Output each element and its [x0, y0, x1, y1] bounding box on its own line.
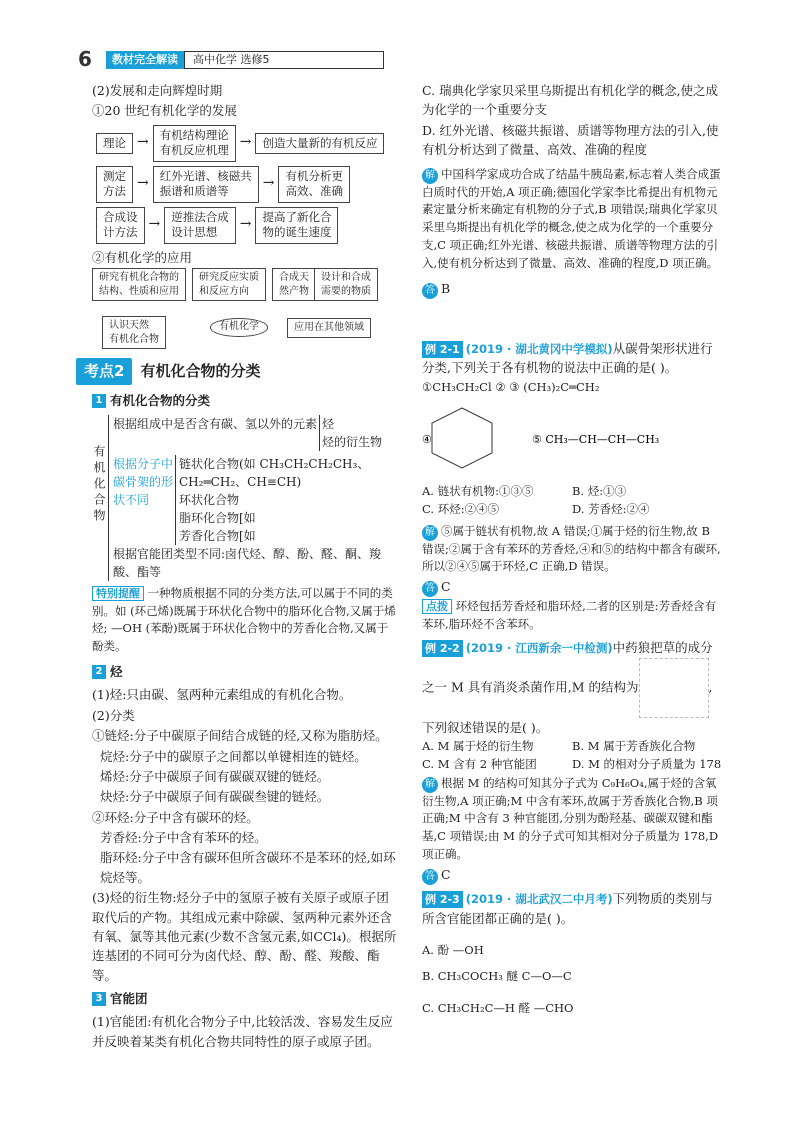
- text-line: 烷烃:分子中的碳原子之间都以单键相连的链烃。: [100, 748, 367, 764]
- subsection-title: 有机化合物的分类: [110, 393, 211, 409]
- option: C. CH₃CH₂C—H 醛 —CHO: [422, 1000, 574, 1015]
- option: A. 链状有机物:①③⑤: [422, 483, 534, 498]
- tree-root: 有机化合物: [92, 444, 106, 525]
- text-line: (3)烃的衍生物:烃分子中的氢原子被有关原子或原子团取代后的产物。其组成元素中除碳、氢两种元素外还含有氧、氯等其他元素(少数不含氢元素,如CCl₄)。根据所连基团的不同可分为卤代烃、醇、酚、醛、羧酸、酯等。: [92, 890, 397, 983]
- text-line: ②有机化学的应用: [92, 249, 193, 265]
- example-label: 例 2-3: [422, 891, 463, 908]
- text-line: (1)官能团:有机化合物分子中,比较活泼、容易发生反应并反映着某类有机化合物共同特性的原子或原子团。: [92, 1014, 393, 1049]
- solution-text: 根据 M 的结构可知其分子式为 C₉H₆O₄,属于烃的含氧衍生物,A 项正确;M 中含有苯环,故属于芳香族化合物,B 项正确;M 中含有 3 种官能团,分别为酚羟基、碳碳双键和酯基,C 项错误;由 M 的分子式可知其相对分子质量为 178,D 项正确。: [422, 775, 719, 862]
- option: B. M 属于芳香族化合物: [572, 739, 696, 753]
- flow-box: 理论: [96, 133, 133, 155]
- flow-box: 有机结构理论 有机反应机理: [153, 125, 236, 162]
- tree-node: 根据组成中是否含有碳、氢以外的元素: [113, 416, 318, 431]
- example-text: 下列物质的类别与所含官能团都正确的是( )。: [422, 890, 713, 926]
- options-row: [422, 483, 722, 501]
- answer-label: 答: [422, 283, 438, 299]
- subject-label: 高中化学 选修5: [184, 51, 384, 69]
- flow-box: 创造大量新的有机反应: [255, 133, 384, 155]
- tree-leaf: 芳香化合物[如: [179, 528, 256, 543]
- example-text: 从碳骨架形状进行分类,下列关于各有机物的说法中正确的是( )。: [422, 340, 713, 376]
- app-box: 合成天 然产物: [272, 268, 316, 301]
- application-diagram: [92, 268, 397, 348]
- section-title: 有机化合物的分类: [140, 362, 261, 381]
- example-items: ①CH₃CH₂Cl ② ③ (CH₃)₂C═CH₂: [422, 379, 600, 394]
- option: C. M 含有 2 种官能团: [422, 756, 537, 771]
- hint-text: 环烃包括芳香烃和脂环烃,二者的区别是:芳香烃含有苯环,脂环烃不含苯环。: [422, 599, 717, 631]
- tip-label: 特别提醒: [92, 586, 144, 601]
- app-box: 应用在其他领域: [287, 318, 371, 338]
- hint-label: 点拨: [422, 599, 452, 614]
- example-source: (2019 · 江西新余一中检测): [465, 640, 613, 655]
- answer-value: C: [441, 866, 451, 882]
- page-header: [78, 49, 384, 70]
- tree-leaf: 环状化合物: [179, 492, 240, 507]
- flow-box: 合成设 计方法: [96, 207, 145, 244]
- example-label: 例 2-1: [422, 341, 463, 358]
- text-line: (2)分类: [92, 707, 135, 723]
- brand-label: 教材完全解读: [106, 51, 184, 69]
- left-column: (2)发展和走向辉煌时期 ①20 世纪有机化学的发展 理论 → 有机结构理论 有机反应机理 → 创造大量新的有机反应 测定 方法 → 红外光谱、核磁共 振谱和质谱等 → 有机分析更 高效、准确 合成设 计方法 → 逆推法合成 设计思想 → 提高了新化合 物的诞生速度 ②有机化学的应用 研究有机化合物的 结构、性质和应用 研究反应实质 和反应方向 合成天 然产物 设计和合成 需要的物质 认识天然 有机化合物 有机化学 应用在其他领域 考点2 有机化合物的分类 1 有机化合物的分类 有机化合物 根据组成中是否含有碳、氢以外的元素 烃 烃的衍生物 根据分子中碳骨架的形状不同 链状化合物(如 CH₃CH₂CH₂CH₃、CH₂═CH₂、CH≡CH) 环状化合物 脂环化合物[如 芳香化合物[如 根据官能团类型不同:卤代烃、醇、酚、醛、酮、羧酸、酯等 特别提醒 一种物质根据不同的分类方法,可以属于不同的类别。如 (环己烯)既属于环状化合物中的脂环化合物,又属于烯烃; —OH (苯酚)既属于环状化合物中的芳香化合物,又属于酚类。 2 烃 (1)烃:只由碳、氢两种元素组成的有机化合物。 (2)分类 ①链烃:分子中碳原子间结合成链的烃,又称为脂肪烃。 烷烃:分子中的碳原子之间都以单键相连的链烃。 烯烃:分子中碳原子间有碳碳双键的链烃。 炔烃:分子中碳原子间有碳碳叁键的链烃。 ②环烃:分子中含有碳环的烃。 芳香烃:分子中含有苯环的烃。 脂环烃:分子中含有碳环但所含碳环不是苯环的烃,如环烷烃等。 (3)烃的衍生物:烃分子中的氢原子被有关原子或原子团取代后的产物。其组成元素中除碳、氢两种元素外还含有氧、氯等其他元素(少数不含氢元素,如CCl₄)。根据所连基团的不同可分为卤代烃、醇、酚、醛、羧酸、酯等。 3 官能团 (1)官能团:有机化合物分子中,比较活泼、容易发生反应并反映着某类有机化合物共同特性的原子或原子团。: [92, 80, 397, 1052]
- app-box: 认识天然 有机化合物: [102, 316, 166, 349]
- app-box: 研究反应实质 和反应方向: [192, 268, 266, 301]
- text-line: (1)烃:只由碳、氢两种元素组成的有机化合物。: [92, 687, 352, 703]
- text-line: 脂环烃:分子中含有碳环但所含碳环不是苯环的烃,如环烷烃等。: [100, 850, 396, 885]
- answer-value: C: [441, 579, 451, 595]
- svg-text:⑤ CH₃—CH—CH—CH₃: ⑤ CH₃—CH—CH—CH₃: [532, 432, 660, 446]
- svg-text:④: ④: [422, 432, 432, 446]
- options-row: [422, 756, 722, 774]
- tree-leaf: 烃: [322, 416, 335, 431]
- flow-box: 有机分析更 高效、准确: [278, 166, 350, 203]
- flow-box: 提高了新化合 物的诞生速度: [255, 207, 338, 244]
- text-line: D. 红外光谱、核磁共振谱、质谱等物理方法的引入,使有机分析达到了微量、高效、准确的程度: [422, 122, 719, 158]
- options-row: [422, 501, 722, 519]
- classification-tree: [92, 415, 397, 581]
- solution-text: 中国科学家成功合成了结晶牛胰岛素,标志着人类合成蛋白质时代的开始,A 项正确;德国化学家李比希提出有机物元素定量分析来确定有机物的分子式,B 项错误;瑞典化学家贝采里乌斯提出有机化学的概念,使之成为化学的一个重要分支,C 项正确;红外光谱、核磁共振谱、质谱等物理方法的引入,使有机分析达到了微量、高效、准确的程度,D 项正确。: [422, 166, 721, 270]
- example-source: (2019 · 湖北黄冈中学模拟): [465, 341, 613, 356]
- example-source: (2019 · 湖北武汉二中月考): [465, 891, 613, 906]
- page-number: 6: [78, 47, 92, 71]
- right-column: C. 瑞典化学家贝采里乌斯提出有机化学的概念,使之成为化学的一个重要分支 D. 红外光谱、核磁共振谱、质谱等物理方法的引入,使有机分析达到了微量、高效、准确的程度 解 中国科学家成功合成了结晶牛胰岛素,标志着人类合成蛋白质时代的开始,A 项正确;德国化学家李比希提出有机物元素定量分析来确定有机物的分子式,B 项错误;瑞典化学家贝采里乌斯提出有机化学的概念,使之成为化学的一个重要分支,C 项正确;红外光谱、核磁共振谱、质谱等物理方法的引入,使有机分析达到了微量、高效、准确的程度,D 项正确。 答 B 例 2-1 (2019 · 湖北黄冈中学模拟)从碳骨架形状进行分类,下列关于各有机物的说法中正确的是( )。 ①CH₃CH₂Cl ② ③ (CH₃)₂C═CH₂ ④ ⑤ CH₃—CH—CH—CH₃ A. 链状有机物:①③⑤ B. 烃:①③ C. 环烃:②④⑤ D. 芳香烃:②④ 解 ⑤属于链状有机物,故 A 错误;①属于烃的衍生物,故 B 错误;②属于含有苯环的芳香烃,④和⑤的结构中都含有碳环,所以②④⑤属于环烃,C 正确,D 错误。 答 C 点拨 环烃包括芳香烃和脂环烃,二者的区别是:芳香烃含有苯环,脂环烃不含苯环。 例 2-2 (2019 · 江西新余一中检测)中药狼把草的成分之一 M 具有消炎杀菌作用,M 的结构为 ,下列叙述错误的是( )。 A. M 属于烃的衍生物 B. M 属于芳香族化合物 C. M 含有 2 种官能团 D. M 的相对分子质量为 178 解 根据 M 的结构可知其分子式为 C₉H₆O₄,属于烃的含氧衍生物,A 项正确;M 中含有苯环,故属于芳香族化合物,B 项正确;M 中含有 3 种官能团,分别为酚羟基、碳碳双键和酯基,C 项错误;由 M 的分子式可知其相对分子质量为 178,D 项正确。 答 C 例 2-3 (2019 · 湖北武汉二中月考)下列物质的类别与所含官能团都正确的是( )。 A. 酚 —OH B. CH₃COCH₃ 醚 C—O—C C. CH₃CH₂C—H 醛 —CHO: [422, 80, 722, 1019]
- section-heading: [76, 358, 397, 385]
- example-text: ,下列叙述错误的是( )。: [422, 679, 713, 735]
- option: B. 烃:①③: [572, 483, 627, 498]
- structure-figures: [422, 398, 702, 478]
- molecule-image: [639, 658, 709, 718]
- option: D. 芳香烃:②④: [572, 501, 650, 516]
- development-flowchart: 理论 → 有机结构理论 有机反应机理 → 创造大量新的有机反应 测定 方法 → 红外光谱、核磁共 振谱和质谱等 → 有机分析更 高效、准确 合成设 计方法 → 逆推法合成 设计思想 → 提高了新化合 物的诞生速度: [96, 125, 397, 244]
- option: C. 环烃:②④⑤: [422, 501, 500, 516]
- text-line: ①20 世纪有机化学的发展: [92, 103, 237, 119]
- text-line: (2)发展和走向辉煌时期: [92, 83, 223, 98]
- tree-node: 根据官能团类型不同:卤代烃、醇、酚、醛、酮、羧酸、酯等: [113, 546, 382, 579]
- flow-box: 逆推法合成 设计思想: [164, 207, 236, 244]
- option: A. M 属于烃的衍生物: [422, 739, 534, 753]
- options-row: [422, 738, 722, 756]
- subsection-title: 烃: [110, 664, 123, 680]
- text-line: C. 瑞典化学家贝采里乌斯提出有机化学的概念,使之成为化学的一个重要分支: [422, 83, 719, 118]
- text-line: ①链烃:分子中碳原子间结合成链的烃,又称为脂肪烃。: [92, 728, 388, 744]
- option: A. 酚 —OH: [422, 943, 484, 958]
- tree-leaf: 烃的衍生物: [322, 434, 383, 449]
- app-box: 研究有机化合物的 结构、性质和应用: [92, 268, 186, 301]
- text-line: ②环烃:分子中含有碳环的烃。: [92, 809, 259, 825]
- flow-box: 测定 方法: [96, 166, 133, 203]
- app-box: 设计和合成 需要的物质: [314, 268, 378, 301]
- subsection-title: 官能团: [110, 991, 148, 1007]
- example-text: 中药狼把草的成分之一 M 具有消炎杀菌作用,M 的结构为: [422, 639, 713, 695]
- solution-text: ⑤属于链状有机物,故 A 错误;①属于烃的衍生物,故 B 错误;②属于含有苯环的芳香烃,④和⑤的结构中都含有碳环,所以②④⑤属于环烃,C 正确,D 错误。: [422, 523, 721, 574]
- app-center: 有机化学: [210, 318, 268, 337]
- example-label: 例 2-2: [422, 640, 463, 657]
- text-line: 芳香烃:分子中含有苯环的烃。: [100, 830, 267, 846]
- answer-value: B: [441, 280, 451, 296]
- option: D. M 的相对分子质量为 178: [572, 756, 722, 771]
- section-tag: 考点2: [76, 358, 132, 385]
- flow-box: 红外光谱、核磁共 振谱和质谱等: [153, 166, 259, 203]
- text-line: 炔烃:分子中碳原子间有碳碳叁键的链烃。: [100, 789, 330, 805]
- text-line: 烯烃:分子中碳原子间有碳碳双键的链烃。: [100, 768, 330, 784]
- tree-leaf: 链状化合物(如 CH₃CH₂CH₂CH₃、CH₂═CH₂、CH≡CH): [179, 456, 370, 489]
- tip-text: 一种物质根据不同的分类方法,可以属于不同的类别。如 (环己烯)既属于环状化合物中的脂环化合物,又属于烯烃; —OH (苯酚)既属于环状化合物中的芳香化合物,又属于酚类。: [92, 585, 396, 654]
- tree-leaf: 脂环化合物[如: [179, 510, 256, 525]
- tree-node: 根据分子中碳骨架的形状不同: [113, 456, 174, 507]
- option: B. CH₃COCH₃ 醚 C—O—C: [422, 968, 572, 983]
